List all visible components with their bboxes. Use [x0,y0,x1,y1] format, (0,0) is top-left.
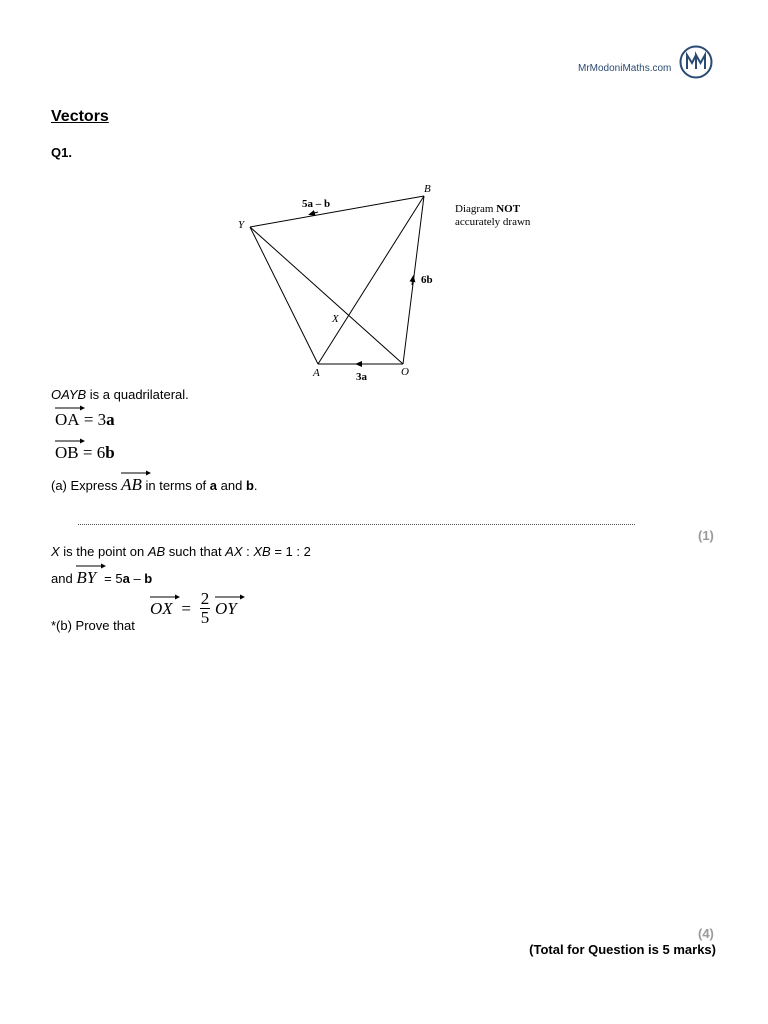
fraction-two-fifths: $\frac{2}{5}$ [200,589,210,627]
by-statement: and BY = 5a – b [51,568,152,588]
ob-equation: OB = 6b [55,443,115,463]
question-number: Q1. [51,145,72,160]
ob-vector: OB [55,443,79,462]
vertex-y-label: Y [238,219,245,231]
ox-equation: OX = $\frac{2}{5}$ OY [150,590,237,627]
vertex-o-label: O [401,366,409,378]
page-title: Vectors [51,108,109,125]
x-point-statement: X is the point on AB such that AX : XB = 1 : 2 [51,544,311,559]
edge-yb-label: 5a – b [302,198,331,210]
diagram-note-line2: accurately drawn [455,216,531,228]
mm-monogram-icon [679,45,713,79]
oa-equation: OA = 3a [55,410,115,430]
brand-name: MrModoniMaths.com [578,63,672,74]
answer-line-a[interactable] [78,512,635,525]
mark-b: (4) [698,926,714,941]
edge-oa-label: 3a [356,371,367,383]
vertex-b-label: B [424,183,431,195]
part-b-question: *(b) Prove that [51,618,135,633]
vertex-a-label: A [313,367,320,379]
point-x-label: X [332,313,339,325]
diagonal-ab [318,196,424,364]
diagonal-yo [250,227,403,364]
part-a-question: (a) Express AB in terms of a and b. [51,475,258,495]
edge-ob-label: 6b [421,274,433,286]
oa-vector: OA [55,410,80,429]
arrow-yb [311,212,318,214]
total-marks: (Total for Question is 5 marks) [529,942,716,957]
oy-vector: OY [214,598,237,618]
diagram-note-line1: Diagram NOT [455,203,521,215]
edge-ya [250,227,318,364]
quadrilateral-diagram [230,180,550,385]
ab-vector: AB [121,475,142,494]
by-vector: BY [76,568,97,587]
edge-yb [250,196,424,227]
mark-a: (1) [698,528,714,543]
quad-statement: OAYB is a quadrilateral. [51,387,189,402]
ox-vector: OX [150,598,173,618]
